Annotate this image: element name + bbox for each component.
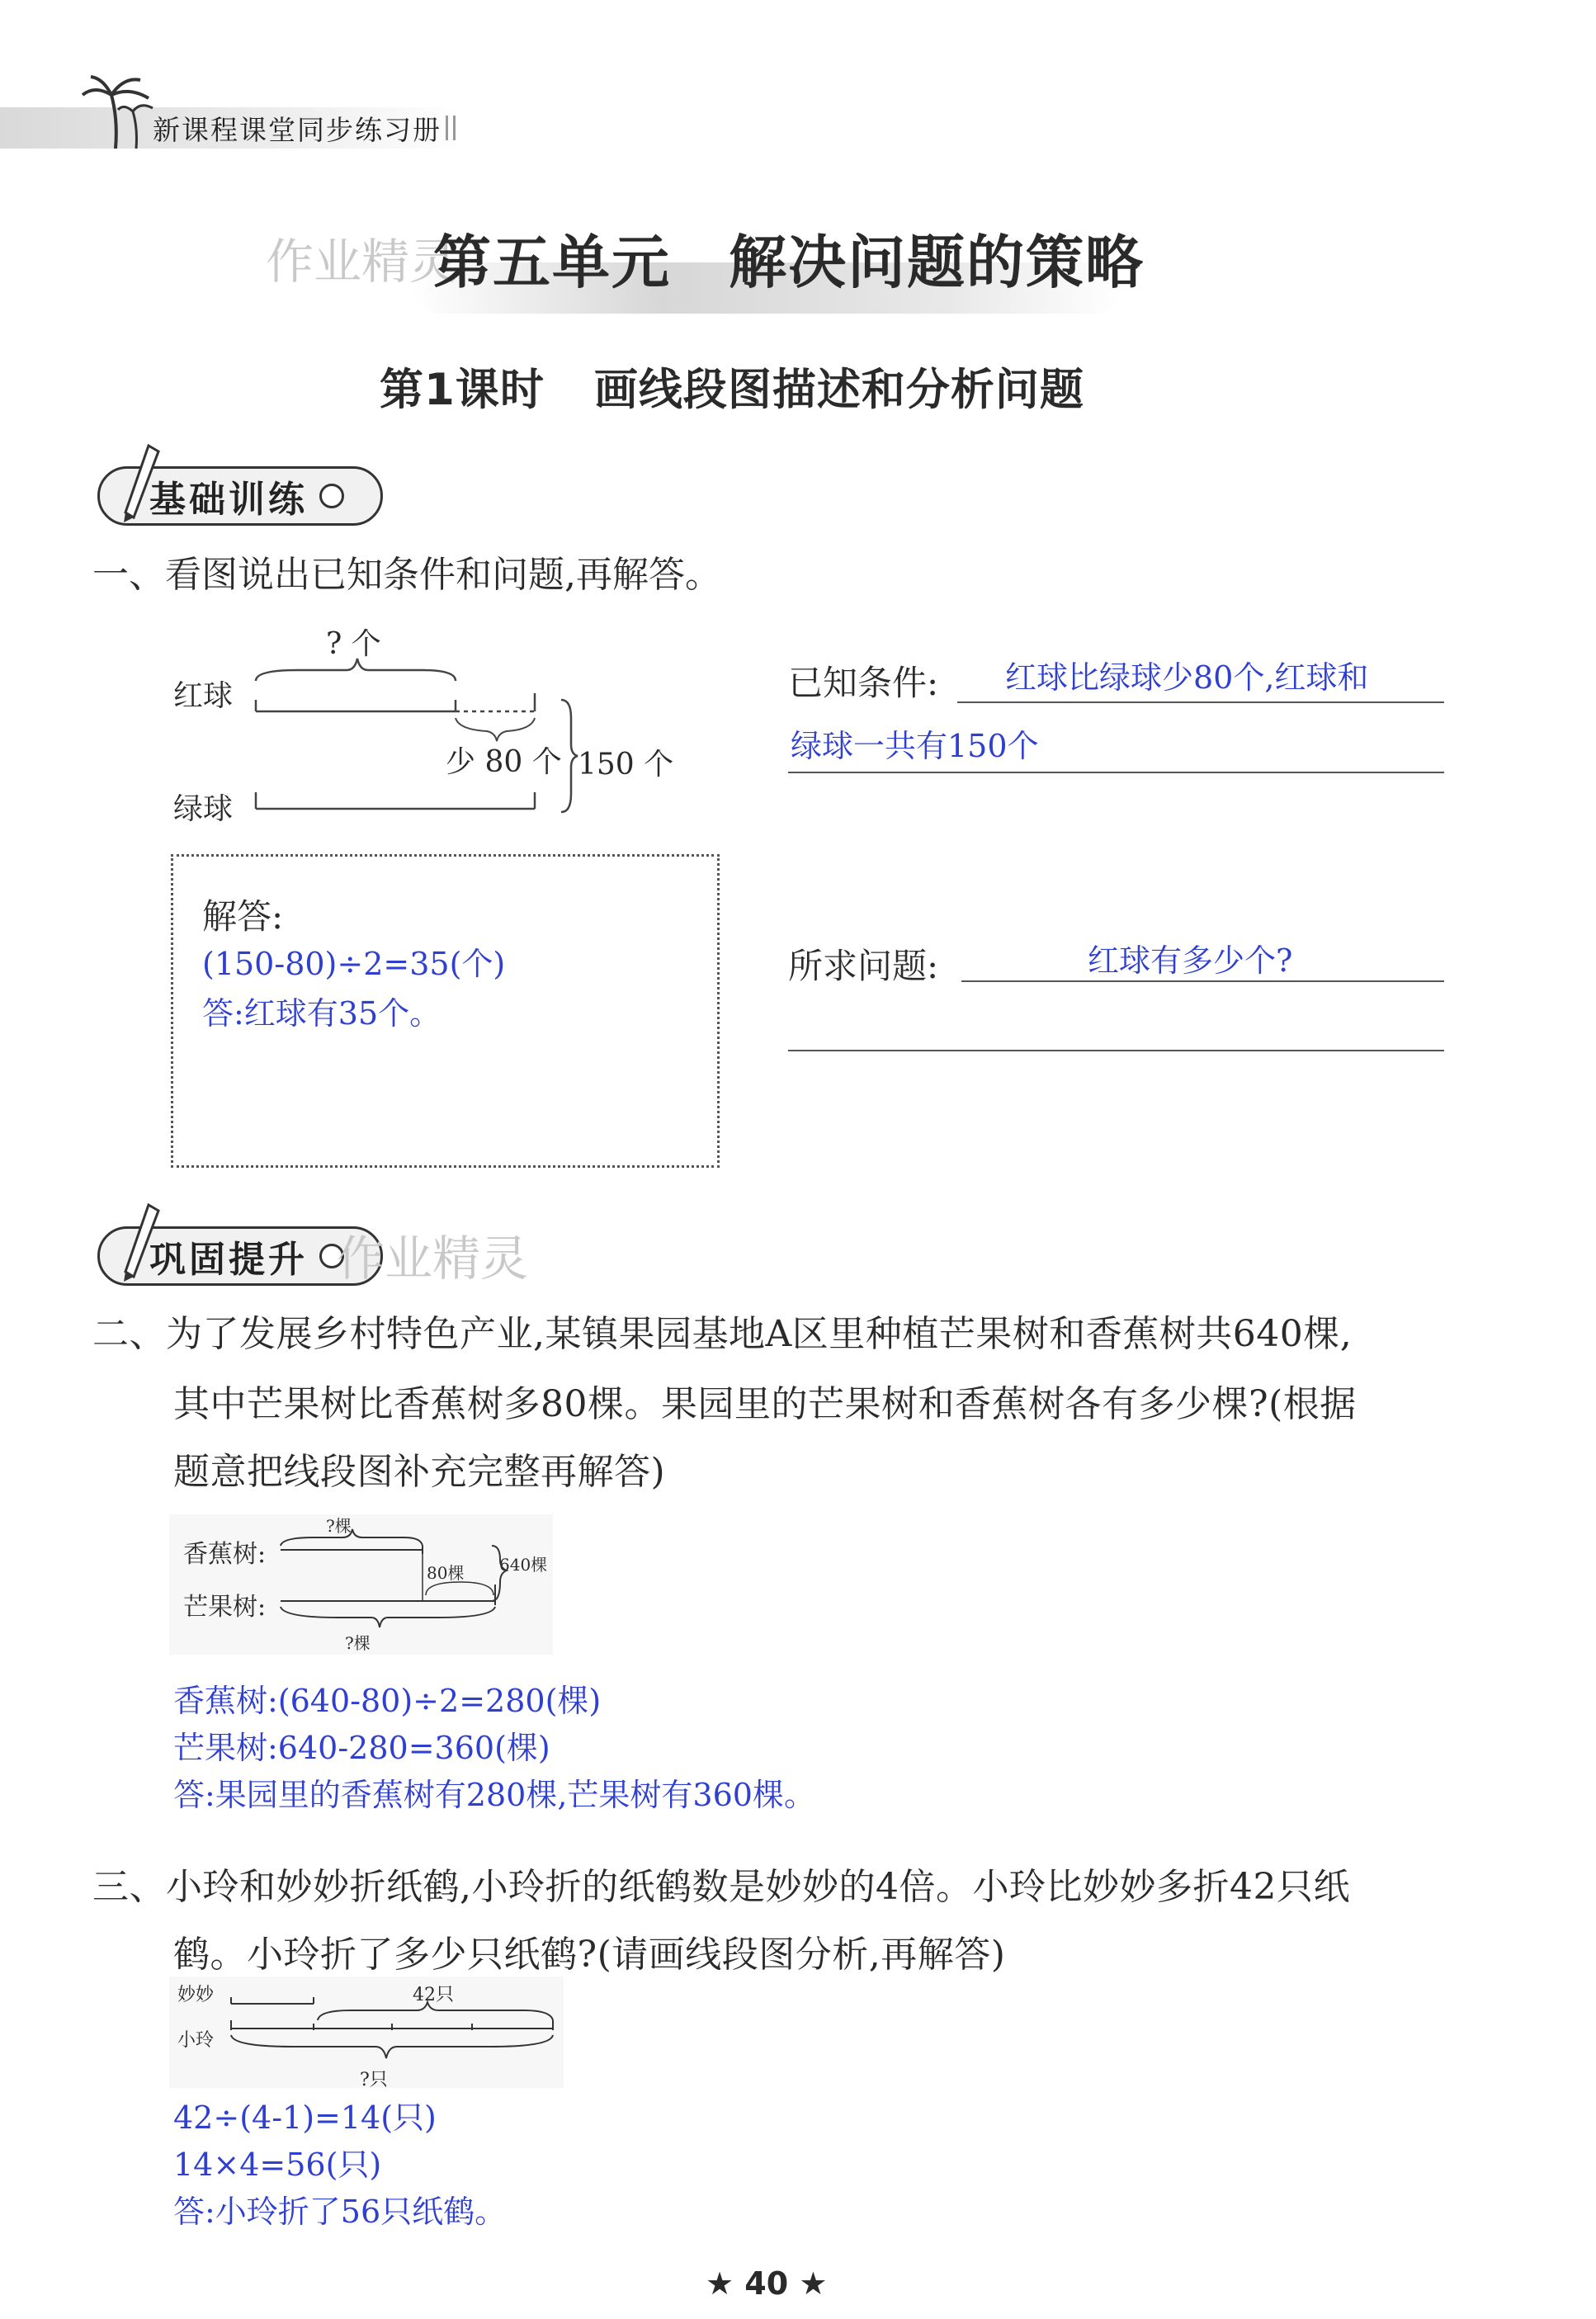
q1-top-label: ? 个: [326, 627, 381, 661]
q2-line-2: 其中芒果树比香蕉树多80棵。果园里的芒果树和香蕉树各有多少棵?(根据: [173, 1383, 1357, 1425]
badge-dot: [319, 484, 344, 508]
q1-question-label: 所求问题:: [788, 946, 939, 986]
q1-line-diagram: [248, 652, 594, 834]
q2-bottom-question: ?棵: [345, 1633, 371, 1653]
badge-label: 巩固提升: [149, 1239, 308, 1281]
q2-answer-3: 答:果园里的香蕉树有280棵,芒果树有360棵。: [173, 1777, 815, 1813]
unit-name: 解决问题的策略: [729, 228, 1145, 296]
q1-known-label: 已知条件:: [788, 663, 939, 703]
q3-line-2: 鹤。小玲折了多少只纸鹤?(请画线段图分析,再解答): [173, 1934, 1006, 1976]
q1-known-underline-1: [957, 701, 1444, 703]
q2-answer-1: 香蕉树:(640-80)÷2=280(棵): [173, 1683, 602, 1719]
q1-answer-line-1: (150-80)÷2=35(个): [202, 946, 506, 982]
lesson-number: 第1课时: [380, 365, 545, 415]
q1-answer-line-2: 答:红球有35个。: [202, 995, 441, 1032]
q2-top-question: ?棵: [326, 1516, 352, 1536]
q2-line-diagram: [272, 1523, 512, 1638]
q3-answer-3: 答:小玲折了56只纸鹤。: [173, 2194, 507, 2230]
q2-mango-label: 芒果树:: [183, 1593, 267, 1622]
q1-red-label: 红球: [173, 679, 234, 713]
badge-label: 基础训练: [149, 479, 308, 521]
lesson-name: 画线段图描述和分析问题: [593, 365, 1084, 415]
watermark: 作业精灵: [337, 1230, 529, 1287]
q1-diff-label: 少 80 个: [446, 745, 562, 779]
q3-xiaoling-label: 小玲: [177, 2030, 215, 2051]
palm-tree-icon: [78, 70, 157, 153]
q2-line-1: 二、为了发展乡村特色产业,某镇果园基地A区里种植芒果树和香蕉树共640棵,: [92, 1313, 1353, 1355]
q3-miaomiao-label: 妙妙: [177, 1985, 215, 2005]
q1-known-underline-2: [788, 772, 1444, 773]
q2-banana-label: 香蕉树:: [183, 1540, 267, 1569]
pencil-icon: [116, 1201, 165, 1283]
q1-question-answer: 红球有多少个?: [1088, 942, 1293, 979]
q3-answer-1: 42÷(4-1)=14(只): [173, 2099, 437, 2136]
q2-total-label: 640棵: [499, 1555, 548, 1575]
page-number: ★ 40 ★: [706, 2265, 828, 2302]
lesson-title: [380, 355, 1084, 418]
unit-number: 第五单元: [433, 228, 671, 296]
q3-answer-2: 14×4=56(只): [173, 2147, 382, 2183]
q1-green-label: 绿球: [173, 792, 234, 826]
header-divider: [446, 116, 456, 140]
header-title: 新课程课堂同步练习册: [153, 114, 441, 146]
q2-diff-label: 80棵: [427, 1563, 465, 1583]
q1-known-answer-2: 绿球一共有150个: [791, 728, 1039, 764]
q2-line-3: 题意把线段图补充完整再解答): [173, 1451, 666, 1493]
q1-question-underline-1: [961, 980, 1444, 982]
q1-known-answer-1: 红球比绿球少80个,红球和: [1005, 659, 1369, 696]
q1-prompt: 一、看图说出已知条件和问题,再解答。: [92, 554, 721, 596]
q3-diff-label: 42只: [413, 1985, 454, 2005]
unit-title: [433, 216, 1145, 300]
q1-answer-label: 解答:: [202, 896, 284, 937]
watermark: 作业精灵: [266, 234, 458, 290]
pencil-icon: [116, 442, 165, 524]
q3-line-1: 三、小玲和妙妙折纸鹤,小玲折的纸鹤数是妙妙的4倍。小玲比妙妙多折42只纸: [92, 1866, 1350, 1908]
q1-question-underline-2: [788, 1050, 1444, 1051]
q3-bottom-question: ?只: [360, 2070, 388, 2090]
q1-total-label: 150 个: [578, 748, 674, 782]
q3-line-diagram: [227, 1981, 565, 2088]
q2-answer-2: 芒果树:640-280=360(棵): [173, 1730, 550, 1766]
